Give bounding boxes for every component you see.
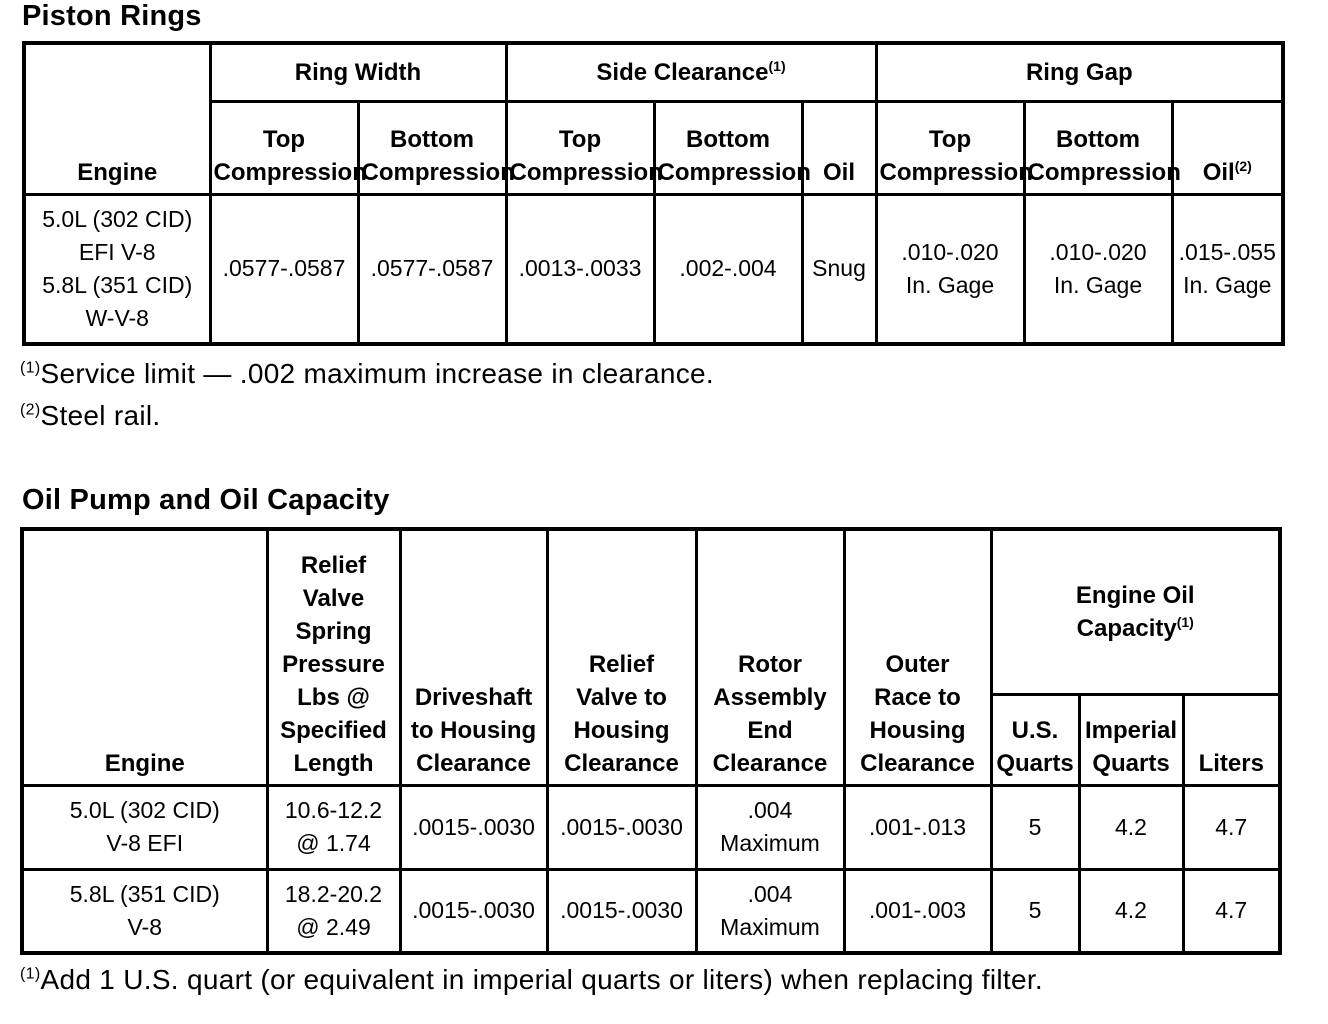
rg-top-cell: .010-.020 In. Gage xyxy=(876,194,1024,344)
table-row xyxy=(24,194,1283,344)
oil-capacity-header: Engine Oil Capacity$^{(1)}$ xyxy=(991,529,1280,694)
rw-top-cell: .0577-.0587 xyxy=(210,194,358,344)
sc-oil-cell: Snug xyxy=(802,194,876,344)
engine-header: Engine xyxy=(24,43,210,194)
sc-top-cell: .0013-.0033 xyxy=(506,194,654,344)
outer-race-cell: .001-.013 xyxy=(844,785,991,869)
sc-top-compression-header: Top Compression xyxy=(506,101,654,194)
us-quarts-cell: 5 xyxy=(991,785,1079,869)
engine-header: Engine xyxy=(22,529,267,785)
side-clearance-header: Side Clearance$^{(1)}$ xyxy=(506,43,876,101)
sc-bottom-compression-header: Bottom Compression xyxy=(654,101,802,194)
table-row xyxy=(22,785,1280,869)
ring-gap-header: Ring Gap xyxy=(876,43,1283,101)
rg-top-compression-header: Top Compression xyxy=(876,101,1024,194)
relief-valve-cell: .0015-.0030 xyxy=(547,869,696,953)
piston-rings-title: Piston Rings xyxy=(22,0,202,32)
liters-cell: 4.7 xyxy=(1183,869,1280,953)
sc-bottom-cell: .002-.004 xyxy=(654,194,802,344)
rg-bottom-cell: .010-.020 In. Gage xyxy=(1024,194,1172,344)
rg-bottom-compression-header: Bottom Compression xyxy=(1024,101,1172,194)
us-quarts-cell: 5 xyxy=(991,869,1079,953)
rg-oil-header: Oil$^{(2)}$ xyxy=(1172,101,1283,194)
imperial-quarts-header: Imperial Quarts xyxy=(1079,694,1183,785)
engine-cell: 5.0L (302 CID) V-8 EFI xyxy=(22,785,267,869)
imperial-quarts-cell: 4.2 xyxy=(1079,869,1183,953)
liters-cell: 4.7 xyxy=(1183,785,1280,869)
oil-pump-table xyxy=(20,527,1282,955)
table-row xyxy=(22,869,1280,953)
oil-pump-title: Oil Pump and Oil Capacity xyxy=(22,484,390,516)
footnote-1: $^{(1)}$Service limit — .002 maximum increase in clearance. xyxy=(20,358,715,389)
rw-bottom-compression-header: Bottom Compression xyxy=(358,101,506,194)
driveshaft-header: Driveshaft to Housing Clearance xyxy=(400,529,547,785)
spring-pressure-cell: 18.2-20.2 @ 2.49 xyxy=(267,869,400,953)
liters-header: Liters xyxy=(1183,694,1280,785)
driveshaft-cell: .0015-.0030 xyxy=(400,785,547,869)
engine-cell: 5.8L (351 CID) V-8 xyxy=(22,869,267,953)
footnote-2: $^{(2)}$Steel rail. xyxy=(20,400,161,431)
engine-cell: 5.0L (302 CID) EFI V-8 5.8L (351 CID) W-V-8 xyxy=(24,194,210,344)
rotor-cell: .004 Maximum xyxy=(696,785,844,869)
rotor-header: Rotor Assembly End Clearance xyxy=(696,529,844,785)
us-quarts-header: U.S. Quarts xyxy=(991,694,1079,785)
rg-oil-cell: .015-.055 In. Gage xyxy=(1172,194,1283,344)
outer-race-header: Outer Race to Housing Clearance xyxy=(844,529,991,785)
sc-oil-header: Oil xyxy=(802,101,876,194)
relief-spring-header: Relief Valve Spring Pressure Lbs @ Specified Length xyxy=(267,529,400,785)
rotor-cell: .004 Maximum xyxy=(696,869,844,953)
piston-rings-table xyxy=(22,41,1285,346)
imperial-quarts-cell: 4.2 xyxy=(1079,785,1183,869)
rw-top-compression-header: Top Compression xyxy=(210,101,358,194)
rw-bottom-cell: .0577-.0587 xyxy=(358,194,506,344)
footnote-oil-capacity: $^{(1)}$Add 1 U.S. quart (or equivalent in imperial quarts or liters) when replacing filter. xyxy=(20,964,1044,995)
driveshaft-cell: .0015-.0030 xyxy=(400,869,547,953)
relief-valve-header: Relief Valve to Housing Clearance xyxy=(547,529,696,785)
ring-width-header: Ring Width xyxy=(210,43,506,101)
outer-race-cell: .001-.003 xyxy=(844,869,991,953)
spring-pressure-cell: 10.6-12.2 @ 1.74 xyxy=(267,785,400,869)
relief-valve-cell: .0015-.0030 xyxy=(547,785,696,869)
